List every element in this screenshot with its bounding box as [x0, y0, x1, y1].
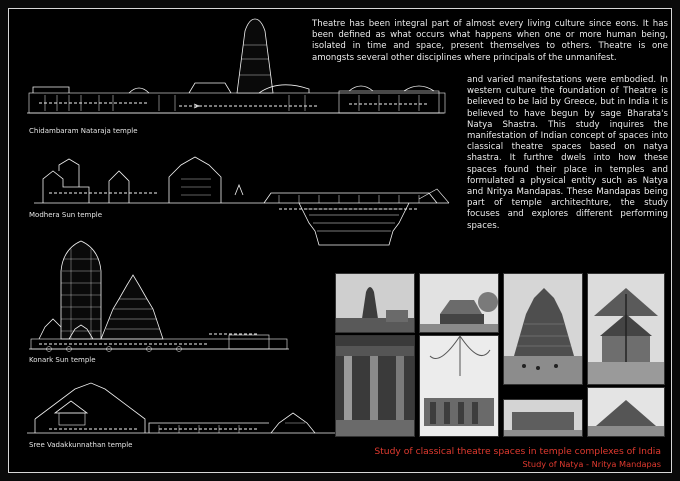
konark-section-drawing	[29, 241, 289, 352]
vadakkunnathan-section-drawing	[27, 383, 339, 433]
photo-hall-exterior	[503, 399, 583, 437]
poster-title: Study of classical theatre spaces in temple complexes of India	[374, 446, 661, 457]
label-chidambaram: Chidambaram Nataraja temple	[29, 127, 138, 135]
poster-subtitle: Study of Natya - Nritya Mandapas	[522, 459, 661, 469]
photo-temple-interior	[335, 335, 415, 437]
label-vadakkunnathan: Sree Vadakkunnathan temple	[29, 441, 133, 449]
poster-frame	[8, 8, 672, 473]
study-paragraph: and varied manifestations were embodied. In western culture the foundation of Theatre is believed to be laid by Greece, but in India it is believed to have begun by sage Bharata's Natya Shastra. This study inquires the manifestation of Indian concept of spaces into classical theatre spaces based on natya shastra. It furthre dwels into how these spaces found their place in temples and formulated a physical entity such as Natya and Nritya Mandapas. These Mandapas being part of temple architechture, the study focuses and explores different performing spaces.	[467, 75, 668, 231]
photo-chidambaram-gopuram	[335, 273, 415, 333]
label-modhera: Modhera Sun temple	[29, 211, 103, 219]
intro-paragraph: Theatre has been integral part of almost every living culture since eons. It has been defined as what occurs what happens when one or more human being, isolated in time and space, present themselves to others. Theatre is one amongsts several other disciplines where principals of the unmanifest.	[312, 19, 668, 63]
label-konark: Konark Sun temple	[29, 356, 96, 364]
photo-roof-pyramid	[587, 387, 665, 437]
photo-temple-tree	[419, 335, 499, 437]
modhera-section-drawing	[34, 157, 449, 245]
photo-konark-temple	[503, 273, 583, 385]
photo-modhera-temple	[419, 273, 499, 333]
photo-vadakkunnathan-temple	[587, 273, 665, 385]
